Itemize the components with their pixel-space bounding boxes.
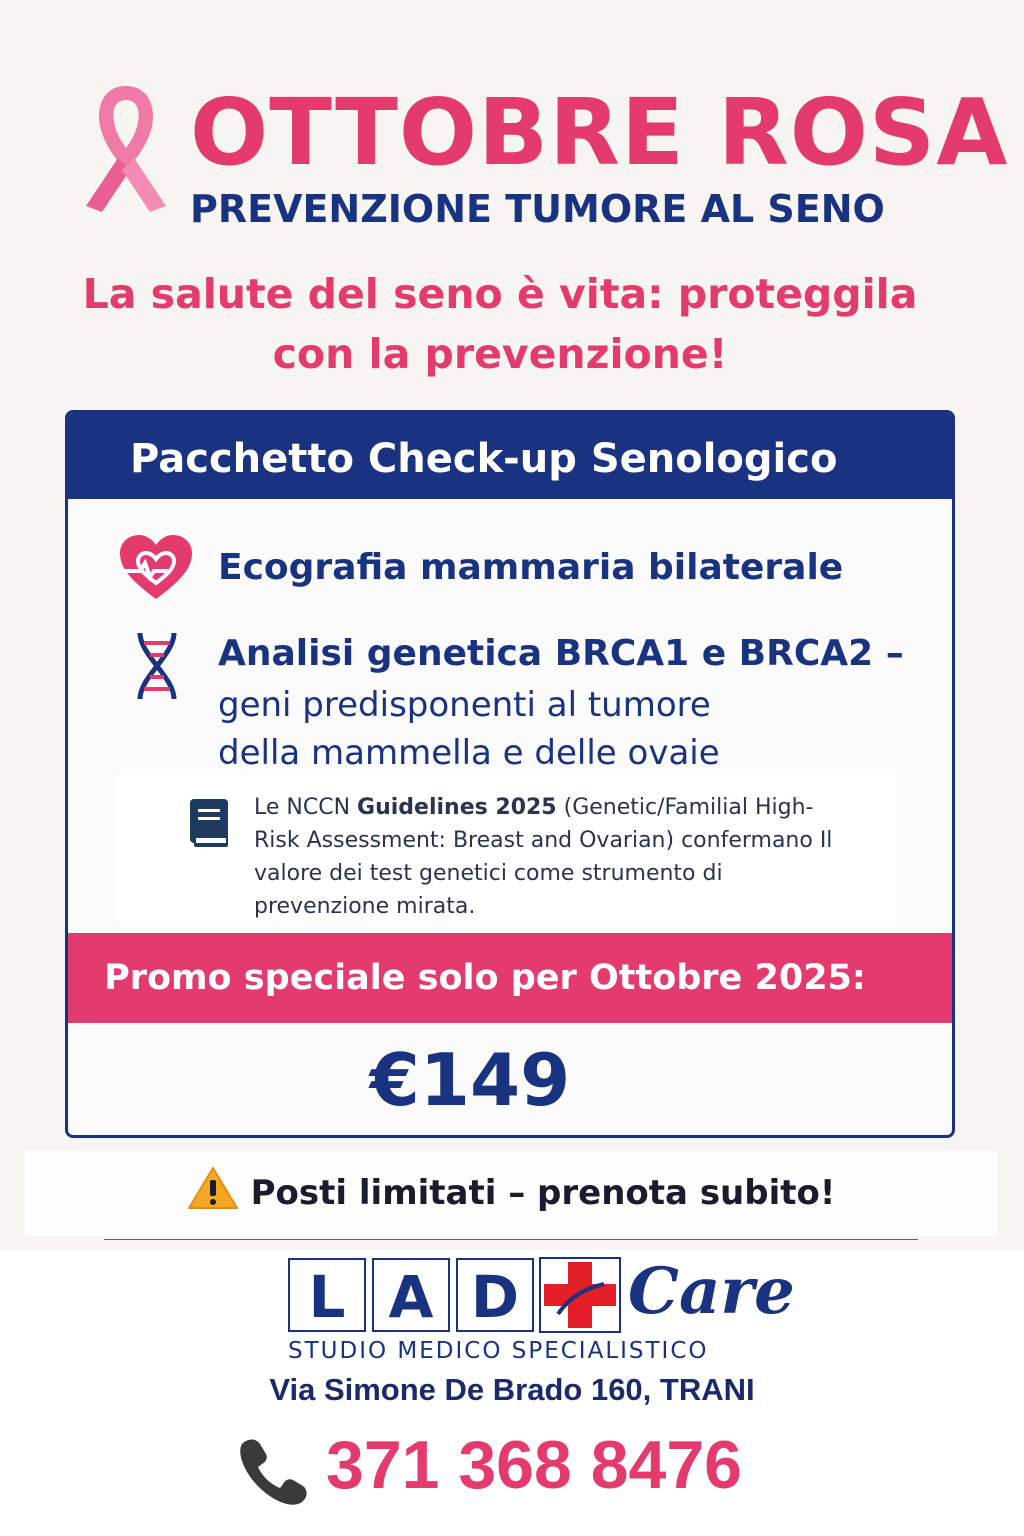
logo-letter-a: A	[372, 1258, 450, 1332]
guidelines-text	[254, 791, 854, 923]
item-genetic-description	[218, 681, 858, 777]
phone-number[interactable]: 371 368 8476	[326, 1427, 742, 1503]
item-breast-ultrasound: Ecografia mammaria bilaterale	[218, 547, 844, 588]
guidelines-note	[116, 773, 896, 923]
logo-letter-l: L	[288, 1258, 366, 1332]
phone-icon	[234, 1434, 310, 1506]
card-title: Pacchetto Check-up Senologico	[68, 413, 952, 499]
price: €149	[369, 1038, 571, 1122]
item-genetic-desc-line-1: geni predisponenti al tumore	[218, 685, 711, 725]
logo-letter-d: D	[456, 1258, 534, 1332]
book-icon	[188, 797, 230, 849]
checkup-package-card	[65, 410, 955, 1138]
limited-places-notice	[25, 1166, 997, 1213]
item-genetic-desc-line-2: della mammella e delle ovaie	[218, 733, 720, 773]
heart-icon	[118, 533, 194, 603]
address: Via Simone De Brado 160, TRANI	[269, 1372, 755, 1407]
divider	[104, 1239, 918, 1240]
studio-name: STUDIO MEDICO SPECIALISTICO	[288, 1338, 709, 1364]
tagline-line-2: con la prevenzione!	[272, 330, 728, 378]
warning-icon	[187, 1166, 239, 1210]
logo-care-word: Care	[628, 1254, 795, 1329]
medical-cross-icon	[538, 1254, 622, 1338]
pink-ribbon-icon	[78, 78, 174, 218]
guidelines-rest: (Genetic/Familial High-Risk Assessment: Breast and Ovarian) confermano Il valore dei test genetici come strumento di prevenzione mirata.	[254, 795, 833, 919]
guidelines-prefix: Le NCCN	[254, 795, 358, 820]
notice-text: Posti limitati – prenota subito!	[250, 1173, 836, 1213]
tagline	[60, 264, 940, 384]
item-genetic-analysis: Analisi genetica BRCA1 e BRCA2 –	[218, 633, 904, 674]
tagline-line-1: La salute del seno è vita: proteggila	[82, 270, 918, 318]
promo-banner: Promo speciale solo per Ottobre 2025:	[68, 933, 952, 1023]
page-title: OTTOBRE ROSA	[190, 79, 1009, 186]
guidelines-bold: Guidelines 2025	[357, 795, 557, 820]
page-subtitle: PREVENZIONE TUMORE AL SENO	[190, 187, 885, 231]
dna-icon	[134, 631, 180, 701]
